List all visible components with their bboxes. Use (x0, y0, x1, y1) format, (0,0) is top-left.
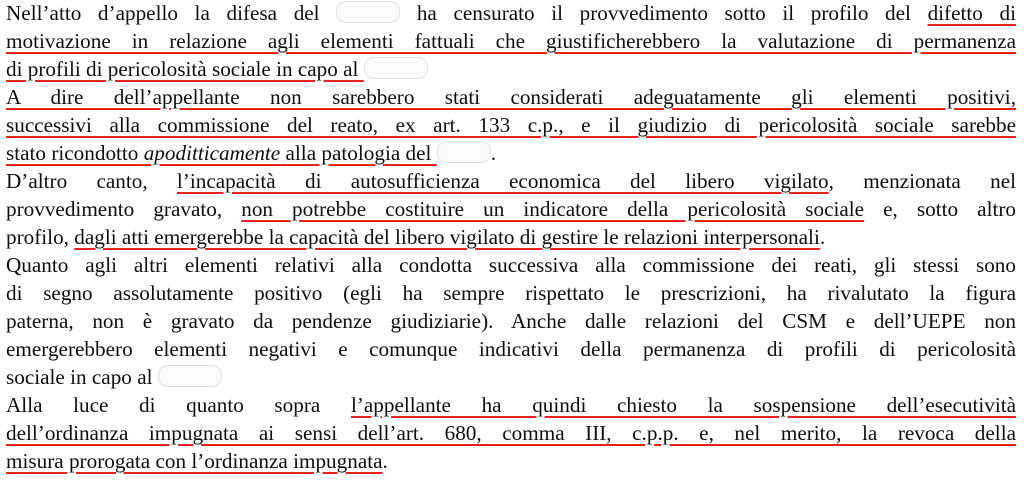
text-segment: profilo, (6, 225, 75, 249)
text-line (6, 364, 1016, 390)
redaction-box (336, 1, 400, 23)
text-segment: e, sotto altro (864, 197, 1016, 221)
text-line (6, 168, 1016, 194)
text-line (6, 84, 1016, 110)
text-segment: sociale in capo al (6, 365, 158, 389)
text-segment: paterna, non è gravato da pendenze giudiziarie). Anche dalle relazioni del CSM e dell’UEPE non (6, 309, 1016, 333)
text-line (6, 280, 1016, 306)
text-segment: di segno assolutamente positivo (egli ha sempre rispettato le prescrizioni, ha rivalutato la figura (6, 281, 1016, 305)
text-line (6, 448, 1016, 474)
highlight-underline: successivi alla commissione del reato, ex art. 133 c.p., e il giudizio di pericolosità sociale sarebbe (6, 113, 1016, 137)
highlight-underline: l’incapacità di autosufficienza economica del libero vigilato (176, 169, 829, 193)
highlight-underline: stato ricondotto (6, 141, 144, 165)
text-line (6, 252, 1016, 278)
highlight-underline: misura prorogata con l’ordinanza impugnata (6, 449, 383, 473)
highlight-underline: A dire dell’appellante non sarebbero stati considerati adeguatamente gli elementi positivi, (6, 85, 1016, 109)
highlight-underline: dell’ordinanza impugnata ai sensi dell’art. 680, comma III, c.p.p. (6, 421, 679, 445)
highlight-underline: difetto di (927, 1, 1016, 25)
highlight-underline: non potrebbe costituire un indicatore della pericolosità sociale (241, 197, 865, 221)
text-line (6, 28, 1016, 54)
highlight-underline: dagli atti emergerebbe la capacità del libero vigilato di gestire le relazioni interpersonali (74, 225, 820, 249)
text-line (6, 196, 1016, 222)
text-segment: ha censurato il provvedimento sotto il profilo del (400, 1, 928, 25)
text-line (6, 392, 1016, 418)
text-segment: emergerebbero elementi negativi e comunque indicativi della permanenza di profili di pericolosità (6, 337, 1016, 361)
highlight-underline: di profili di pericolosità sociale in capo al (6, 57, 364, 81)
highlight-underline: l’appellante ha quindi chiesto la sospensione dell’esecutività (350, 393, 1016, 417)
text-segment: . (490, 141, 497, 165)
text-line (6, 308, 1016, 334)
text-segment: . (382, 449, 388, 473)
text-segment: Nell’atto d’appello la difesa del (6, 1, 337, 25)
redaction-box (364, 57, 428, 79)
text-line (6, 336, 1016, 362)
highlight-underline: e, nel merito, la revoca della (678, 421, 1016, 445)
text-segment: , menzionata nel (828, 169, 1016, 193)
text-segment: provvedimento gravato, (6, 197, 242, 221)
redaction-box (158, 365, 222, 387)
text-line (6, 420, 1016, 446)
text-line (6, 56, 1016, 82)
text-line (6, 112, 1016, 138)
italic-term: apoditticamente (143, 141, 281, 165)
text-segment: D’altro canto, (6, 169, 177, 193)
text-segment: Alla luce di quanto sopra (6, 393, 351, 417)
text-line (6, 140, 1016, 166)
text-line (6, 0, 1016, 26)
text-line (6, 224, 1016, 250)
redaction-box (437, 141, 491, 163)
text-segment: . (819, 225, 826, 249)
highlight-underline: motivazione in relazione agli elementi fattuali che giustificherebbero la valutazione di permanenza (6, 29, 1016, 53)
text-segment: Quanto agli altri elementi relativi alla condotta successiva alla commissione dei reati, gli stessi sono (6, 253, 1016, 277)
highlight-underline: alla patologia del (280, 141, 437, 165)
